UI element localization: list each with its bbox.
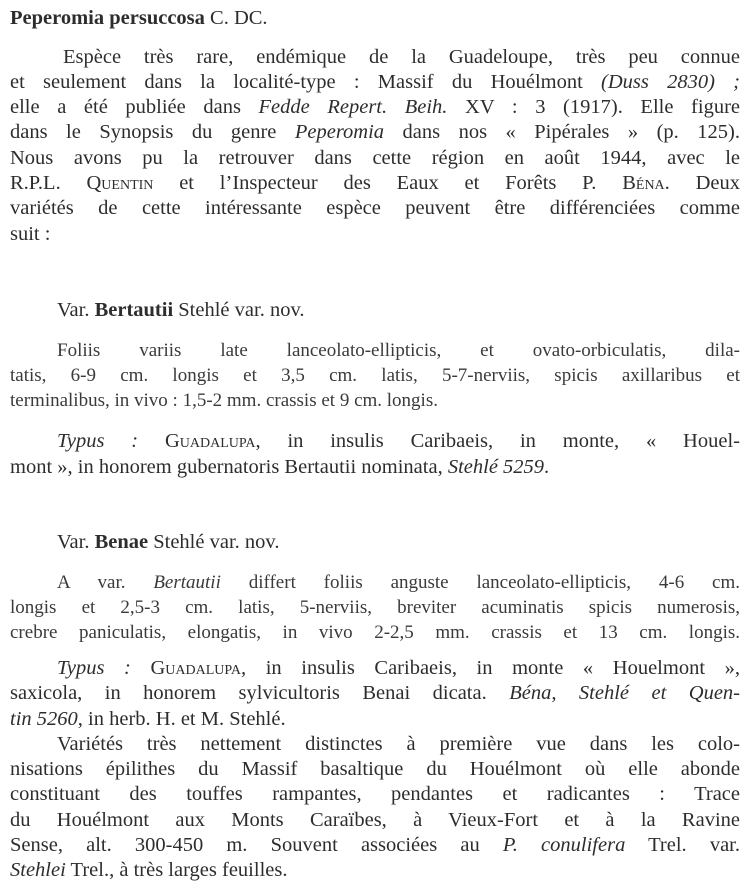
intro-line-6: [10, 171, 740, 195]
var1-typus-specimen: Stehlé 5259: [447, 456, 545, 478]
closing-line-3: [10, 782, 740, 806]
var2-typus-line-3: [10, 707, 286, 731]
closing-species: P. conulifera: [502, 834, 626, 856]
var1-name: Bertautii: [94, 299, 174, 321]
var2-desc-ref: Bertautii: [153, 572, 221, 593]
intro-text: suit :: [10, 223, 51, 245]
var1-desc-line-1: [57, 339, 740, 363]
intro-person: Béna: [622, 172, 665, 194]
var1-desc-text: Foliis variis late lanceolato-ellipticis, et ovato-orbiculatis, dila-: [57, 340, 740, 361]
intro-text: dans le Synopsis du genre: [10, 121, 295, 143]
var2-typus-specimen: tin 5260: [10, 708, 78, 730]
intro-text: variétés de cette intéressante espèce peuvent être différenciées comme: [10, 197, 740, 219]
closing-line-5: [10, 833, 740, 857]
species-heading: [10, 6, 430, 30]
intro-genus: Peperomia: [294, 121, 385, 143]
species-author: C. DC.: [204, 7, 268, 29]
var2-typus-line-1: [57, 656, 740, 680]
closing-line-2: [10, 757, 740, 781]
var1-suffix: Stehlé var. nov.: [173, 299, 305, 321]
var2-desc-text: differt foliis anguste lanceolato-ellipticis, 4-6 cm.: [220, 572, 740, 593]
closing-text: du Houélmont aux Monts Caraïbes, à Vieux-Fort et à la Ravine: [10, 809, 740, 831]
var2-desc-text: A var.: [57, 572, 154, 593]
var2-desc-line-3: [10, 621, 740, 645]
var2-typus-text: saxicola, in honorem sylvicultoris Benai dicata.: [10, 682, 510, 704]
var1-desc-line-2: [10, 364, 740, 388]
var2-desc-line-2: [10, 596, 740, 620]
intro-text: R.P.L.: [10, 172, 87, 194]
var2-typus-text: , in insulis Caribaeis, in monte « Houelmont »,: [241, 657, 740, 679]
var1-typus-text: mont », in honorem gubernatoris Bertautii nominata,: [10, 456, 448, 478]
closing-line-4: [10, 808, 740, 832]
intro-journal: Fedde Repert. Beih.: [258, 96, 448, 118]
species-name: Peperomia persuccosa: [10, 7, 205, 29]
var2-desc-text: crebre paniculatis, elongatis, in vivo 2-2,5 mm. crassis et 13 cm. longis.: [10, 622, 740, 643]
var2-typus-label: Typus :: [57, 657, 131, 679]
var1-desc-text: terminalibus, in vivo : 1,5-2 mm. crassis et 9 cm. longis.: [10, 390, 438, 411]
intro-line-3: [10, 95, 740, 119]
var1-typus-place: Guadalupa: [138, 430, 256, 452]
var2-typus-line-2: [10, 681, 740, 705]
closing-variety: Stehlei: [10, 859, 66, 881]
closing-text: Trel., à très larges feuilles.: [65, 859, 288, 881]
var2-name: Benae: [94, 531, 149, 553]
var2-desc-line-1: [57, 571, 740, 595]
closing-line-6: [10, 858, 287, 882]
var2-typus-text: , in herb. H. et M. Stehlé.: [77, 708, 286, 730]
var1-prefix: Var.: [57, 299, 95, 321]
var2-typus-collectors: Béna, Stehlé et Quen-: [509, 682, 740, 704]
var1-typus-line-1: [57, 429, 740, 453]
intro-line-4: [10, 120, 740, 144]
intro-text: . Deux: [664, 172, 740, 194]
intro-text: XV : 3 (1917). Elle figure: [447, 96, 740, 118]
intro-text: dans nos « Pipérales » (p. 125).: [384, 121, 740, 143]
var2-typus-place: Guadalupa: [130, 657, 242, 679]
var1-desc-line-3: [10, 389, 438, 413]
closing-line-1: [57, 732, 740, 756]
intro-line-7: [10, 196, 740, 220]
var2-heading: [57, 530, 279, 554]
var1-typus-text: .: [544, 456, 550, 478]
intro-line-8: [10, 222, 50, 246]
intro-text: Nous avons pu la retrouver dans cette région en août 1944, avec le: [10, 147, 740, 169]
var2-prefix: Var.: [57, 531, 95, 553]
closing-text: Variétés très nettement distinctes à première vue dans les colo-: [57, 733, 740, 755]
intro-line-5: [10, 146, 740, 170]
intro-text: et seulement dans la localité-type : Massif du Houélmont: [10, 71, 602, 93]
var1-heading: [57, 298, 304, 322]
var2-suffix: Stehlé var. nov.: [148, 531, 280, 553]
var1-desc-text: tatis, 6-9 cm. longis et 3,5 cm. latis, 5-7-nerviis, spicis axillaribus et: [10, 365, 740, 386]
intro-line-1: [63, 45, 740, 69]
intro-citation: (Duss 2830) ;: [601, 71, 740, 93]
closing-text: constituant des touffes rampantes, pendantes et radicantes : Trace: [10, 783, 740, 805]
intro-text: et l’Inspecteur des Eaux et Forêts P.: [153, 172, 623, 194]
var1-typus-line-2: [10, 455, 549, 479]
intro-text: elle a été publiée dans: [10, 96, 259, 118]
intro-text: Espèce très rare, endémique de la Guadeloupe, très peu connue: [63, 46, 740, 68]
closing-text: Trel. var.: [625, 834, 740, 856]
intro-line-2: [10, 70, 740, 94]
var1-typus-text: , in insulis Caribaeis, in monte, « Houel-: [255, 430, 740, 452]
intro-person: Quentin: [86, 172, 154, 194]
closing-text: Sense, alt. 300-450 m. Souvent associées au: [10, 834, 503, 856]
closing-text: nisations épilithes du Massif basaltique du Houélmont où elle abonde: [10, 758, 740, 780]
var1-typus-label: Typus :: [57, 430, 139, 452]
var2-desc-text: longis et 2,5-3 cm. latis, 5-nerviis, breviter acuminatis spicis numerosis,: [10, 597, 740, 618]
